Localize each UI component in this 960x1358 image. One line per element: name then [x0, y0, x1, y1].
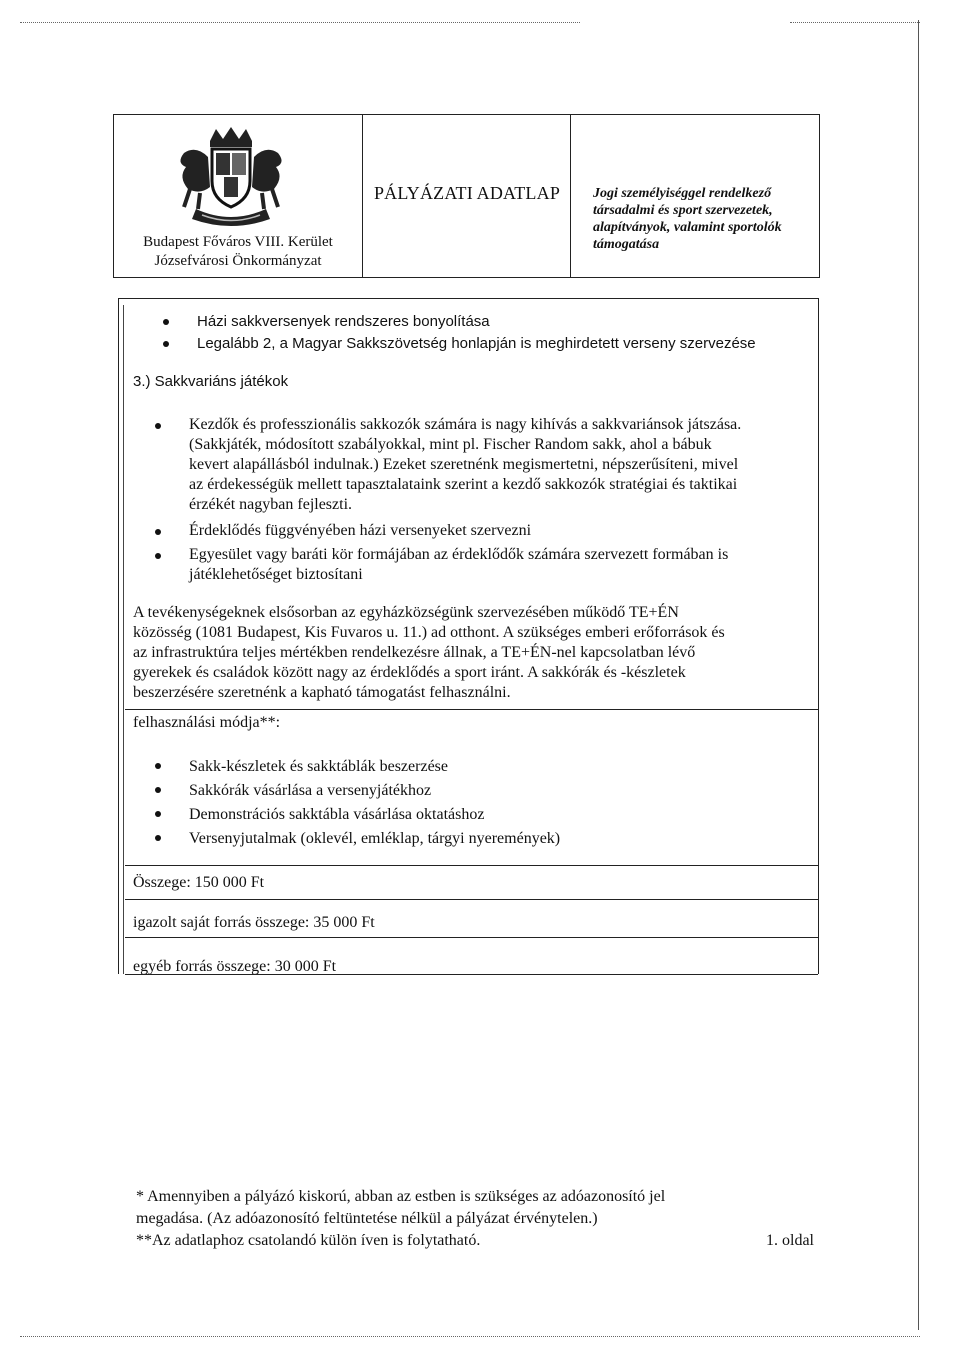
divider — [125, 937, 818, 938]
target-line: Jogi személyiséggel rendelkező — [593, 186, 772, 201]
paragraph-line: beszerzésére szeretnénk a kapható támogatást felhasználni. — [133, 684, 511, 701]
list-item: Legalább 2, a Magyar Sakkszövetség honlapján is meghirdetett verseny szervezése — [127, 333, 817, 355]
footnote-2-row — [136, 1230, 816, 1252]
paragraph-line: A tevékenységeknek elsősorban az egyházközségünk szervezésében működő TE+ÉN — [133, 604, 679, 621]
list-item-line: játéklehetőséget biztosítani — [189, 566, 363, 583]
top-bullet-list — [127, 311, 817, 355]
list-item-line: Egyesület vagy baráti kör formájában az érdeklődők számára szervezett formában is — [189, 546, 729, 563]
list-item-line: kevert alapállásból indulnak.) Ezeket szeretnénk megismertetni, népszerűsíteni, mivel — [189, 456, 739, 473]
usage-label: felhasználási módja**: — [133, 714, 281, 731]
section3-bullet-list — [119, 415, 819, 585]
venue-paragraph — [133, 603, 819, 703]
scan-artifact-line — [790, 22, 920, 23]
total-amount: Összege: 150 000 Ft — [133, 874, 265, 891]
own-source-amount: igazolt saját forrás összege: 35 000 Ft — [133, 914, 375, 931]
list-item-line: Kezdők és professzionális sakkozók számára is nagy kihívás a sakkvariánsok játszása. — [189, 416, 742, 433]
list-item: Demonstrációs sakktábla vásárlása oktatáshoz — [119, 803, 819, 827]
list-item: Házi sakkversenyek rendszeres bonyolítása — [127, 311, 817, 333]
divider — [125, 974, 818, 975]
header-org-cell — [114, 115, 362, 277]
target-line: támogatása — [593, 237, 660, 252]
activity-description-box — [118, 298, 819, 974]
footnote-1: * Amennyiben a pályázó kiskorú, abban az estben is szükséges az adóazonosító jel — [136, 1188, 666, 1205]
scan-artifact-line — [20, 22, 580, 23]
usage-list — [119, 755, 819, 851]
list-item-line: érzékét nagyban fejleszti. — [189, 496, 353, 513]
other-source-amount: egyéb forrás összege: 30 000 Ft — [133, 958, 337, 975]
org-name-line1: Budapest Főváros VIII. Kerület — [143, 234, 333, 250]
list-item: Sakk-készletek és sakktáblák beszerzése — [119, 755, 819, 779]
list-item-line: az érdekességük mellett tapasztalataink szerint a kezdő sakkozók stratégiai és taktikai — [189, 476, 738, 493]
scan-artifact-line — [20, 1336, 920, 1337]
target-line: alapítványok, valamint sportolók — [593, 220, 782, 235]
paragraph-line: közösség (1081 Budapest, Kis Fuvaros u. 11.) ad otthont. A szükséges emberi erőforrások és — [133, 624, 725, 641]
paragraph-line: az infrastruktúra teljes mértékben rendelkezésre állnak, a TE+ÉN-nel kapcsolatban lévő — [133, 644, 696, 661]
header-table — [113, 114, 820, 278]
footnote-2: **Az adatlaphoz csatolandó külön íven is folytatható. — [136, 1232, 481, 1249]
footnote-1-cont: megadása. (Az adóazonosító feltüntetése nélkül a pályázat érvénytelen.) — [136, 1210, 598, 1227]
divider — [125, 899, 818, 900]
target-line: társadalmi és sport szervezetek, — [593, 203, 773, 218]
target-group — [593, 185, 782, 253]
list-item: Versenyjutalmak (oklevél, emléklap, tárgyi nyeremények) — [119, 827, 819, 851]
form-title: PÁLYÁZATI ADATLAP — [373, 183, 561, 203]
list-item — [119, 545, 819, 585]
divider — [125, 709, 818, 710]
list-item: Érdeklődés függvényében házi versenyeket szervezni — [119, 521, 819, 541]
page-number: 1. oldal — [766, 1232, 814, 1249]
section-heading: 3.) Sakkvariáns játékok — [133, 373, 289, 390]
divider — [125, 865, 818, 866]
list-item — [119, 415, 819, 515]
list-item-line: (Sakkjáték, módosított szabályokkal, mint pl. Fischer Random sakk, ahol a bábuk — [189, 436, 712, 453]
org-name-line2: Józsefvárosi Önkormányzat — [154, 253, 322, 269]
footer-notes — [136, 1186, 816, 1252]
header-title-cell — [362, 115, 571, 277]
list-item: Sakkórák vásárlása a versenyjátékhoz — [119, 779, 819, 803]
header-target-cell — [570, 115, 819, 277]
scan-artifact-edge — [918, 20, 919, 1330]
coat-of-arms-logo — [166, 123, 296, 231]
paragraph-line: gyerekek és családok között nagy az érdeklődés a sport iránt. A sakkórák és -készletek — [133, 664, 686, 681]
